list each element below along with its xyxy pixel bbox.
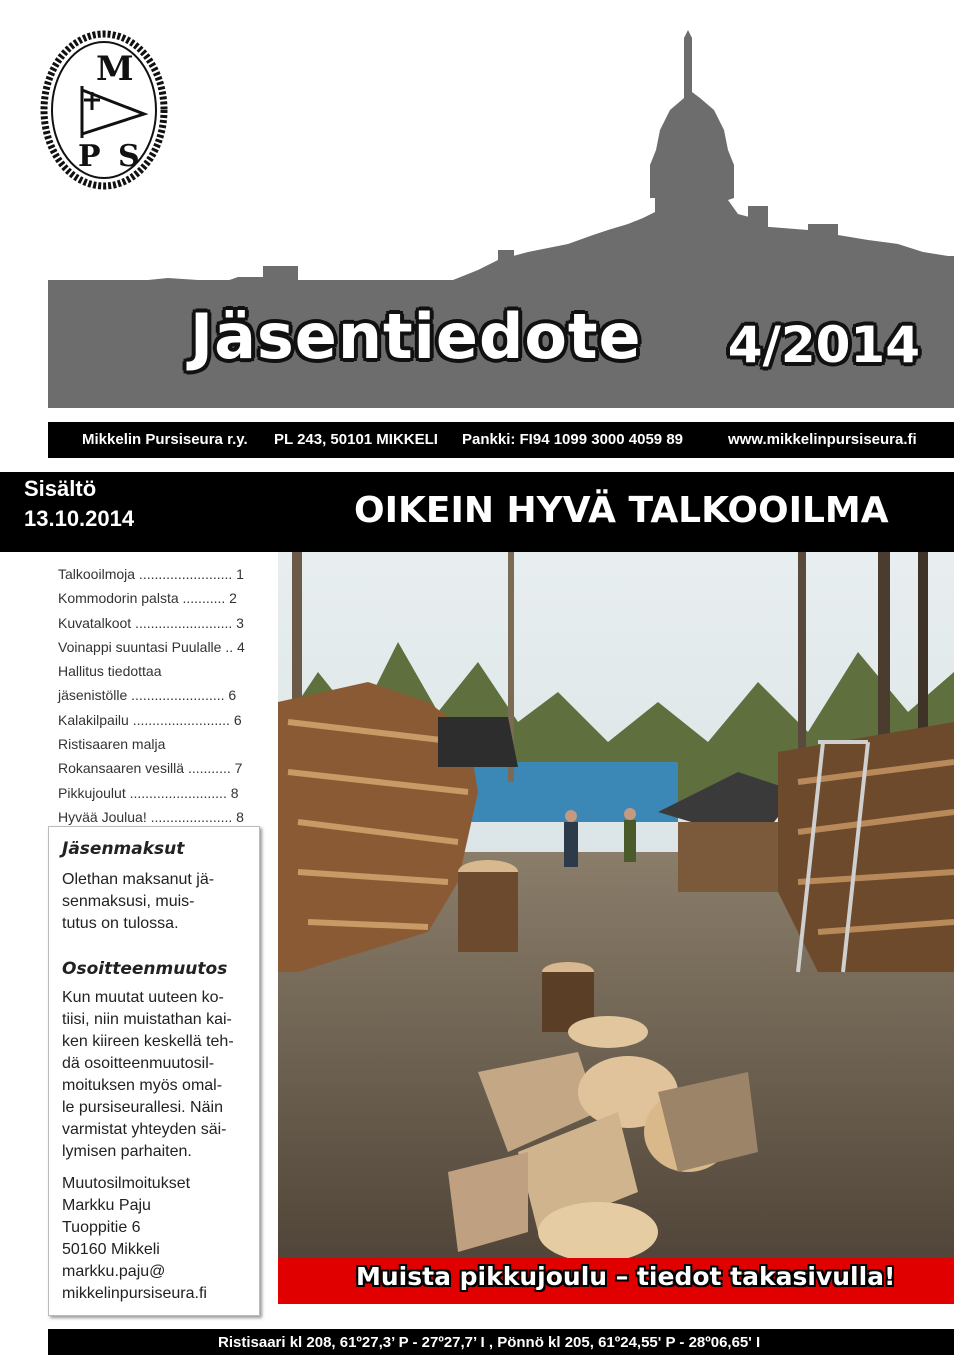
contact-info-bar xyxy=(48,422,954,458)
toc-item[interactable]: Rokansaaren vesillä ........... 7 xyxy=(58,760,243,777)
toc-item[interactable]: Kalakilpailu ......................... 6 xyxy=(58,711,242,728)
contact-email-line[interactable]: mikkelinpursiseura.fi xyxy=(62,1285,207,1302)
fees-text-line: Olethan maksanut jä- xyxy=(62,871,215,888)
main-headline: OIKEIN HYVÄ TALKOOILMA xyxy=(354,490,889,531)
address-text-line: lymisen parhaiten. xyxy=(62,1143,192,1160)
contact-text-line: 50160 Mikkeli xyxy=(62,1241,160,1258)
contact-email-line[interactable]: markku.paju@ xyxy=(62,1263,166,1280)
coordinates-footer xyxy=(48,1329,954,1355)
toc-item[interactable]: Hallitus tiedottaa xyxy=(58,663,162,680)
contents-heading: Sisältö xyxy=(24,476,97,501)
address-text-line: varmistat yhteyden säi- xyxy=(62,1121,227,1138)
contact-text-line: Markku Paju xyxy=(62,1197,151,1214)
contact-text-line: Tuoppitie 6 xyxy=(62,1219,141,1236)
contents-date: 13.10.2014 xyxy=(24,506,135,531)
fees-text-line: tutus on tulossa. xyxy=(62,915,179,932)
address-text-line: dä osoitteenmuutosil- xyxy=(62,1055,215,1072)
website-link[interactable]: www.mikkelinpursiseura.fi xyxy=(728,431,917,448)
pennant-flag-icon xyxy=(82,86,144,138)
fees-heading: Jäsenmaksut xyxy=(62,839,185,859)
address-text-line: tiisi, niin muistathan kai- xyxy=(62,1011,232,1028)
postal-address: PL 243, 50101 MIKKELI xyxy=(274,431,438,448)
toc-item[interactable]: Voinappi suuntasi Puulalle .. 4 xyxy=(58,638,245,655)
address-text-line: le pursiseurallesi. Näin xyxy=(62,1099,223,1116)
coordinates-text: Ristisaari kl 208, 61º27,3’ P - 27º27,7’ I , Pönnö kl 205, 61º24,55' P - 28º06,65' I xyxy=(218,1334,761,1351)
toc-item[interactable]: Pikkujoulut ......................... 8 xyxy=(58,784,239,801)
toc-item[interactable]: jäsenistölle ........................ 6 xyxy=(58,687,237,704)
toc-item[interactable]: Hyvää Joulua! ..................... 8 xyxy=(58,808,244,825)
woodpile-photo xyxy=(278,552,954,1304)
member-info-box xyxy=(48,826,260,1316)
address-text-line: moituksen myös omal- xyxy=(62,1077,223,1094)
toc-item[interactable]: Talkooilmoja ........................ 1 xyxy=(58,566,244,582)
toc-item[interactable]: Ristisaaren malja xyxy=(58,736,166,753)
org-name: Mikkelin Pursiseura r.y. xyxy=(82,431,248,448)
contact-text-line: Muutosilmoitukset xyxy=(62,1175,191,1192)
reminder-banner-text: Muista pikkujoulu – tiedot takasivulla! xyxy=(356,1262,896,1291)
logo-letter-p: P xyxy=(78,139,101,174)
toc-item[interactable]: Kommodorin palsta ........... 2 xyxy=(58,590,237,607)
fees-text-line: senmaksusi, muis- xyxy=(62,893,195,910)
logo-letter-m: M xyxy=(96,49,134,89)
address-change-heading: Osoitteenmuutos xyxy=(62,959,228,979)
logo-letter-s: S xyxy=(118,139,140,174)
toc-item[interactable]: Kuvatalkoot ......................... 3 xyxy=(58,614,244,631)
table-of-contents xyxy=(58,562,258,829)
newsletter-title: Jäsentiedote xyxy=(190,300,642,373)
club-logo-seal xyxy=(40,30,168,190)
address-text-line: Kun muutat uuteen ko- xyxy=(62,989,224,1006)
issue-number: 4/2014 xyxy=(727,316,920,374)
address-text-line: ken kiireen keskellä teh- xyxy=(62,1033,234,1050)
bank-account: Pankki: FI94 1099 3000 4059 89 xyxy=(462,431,684,448)
